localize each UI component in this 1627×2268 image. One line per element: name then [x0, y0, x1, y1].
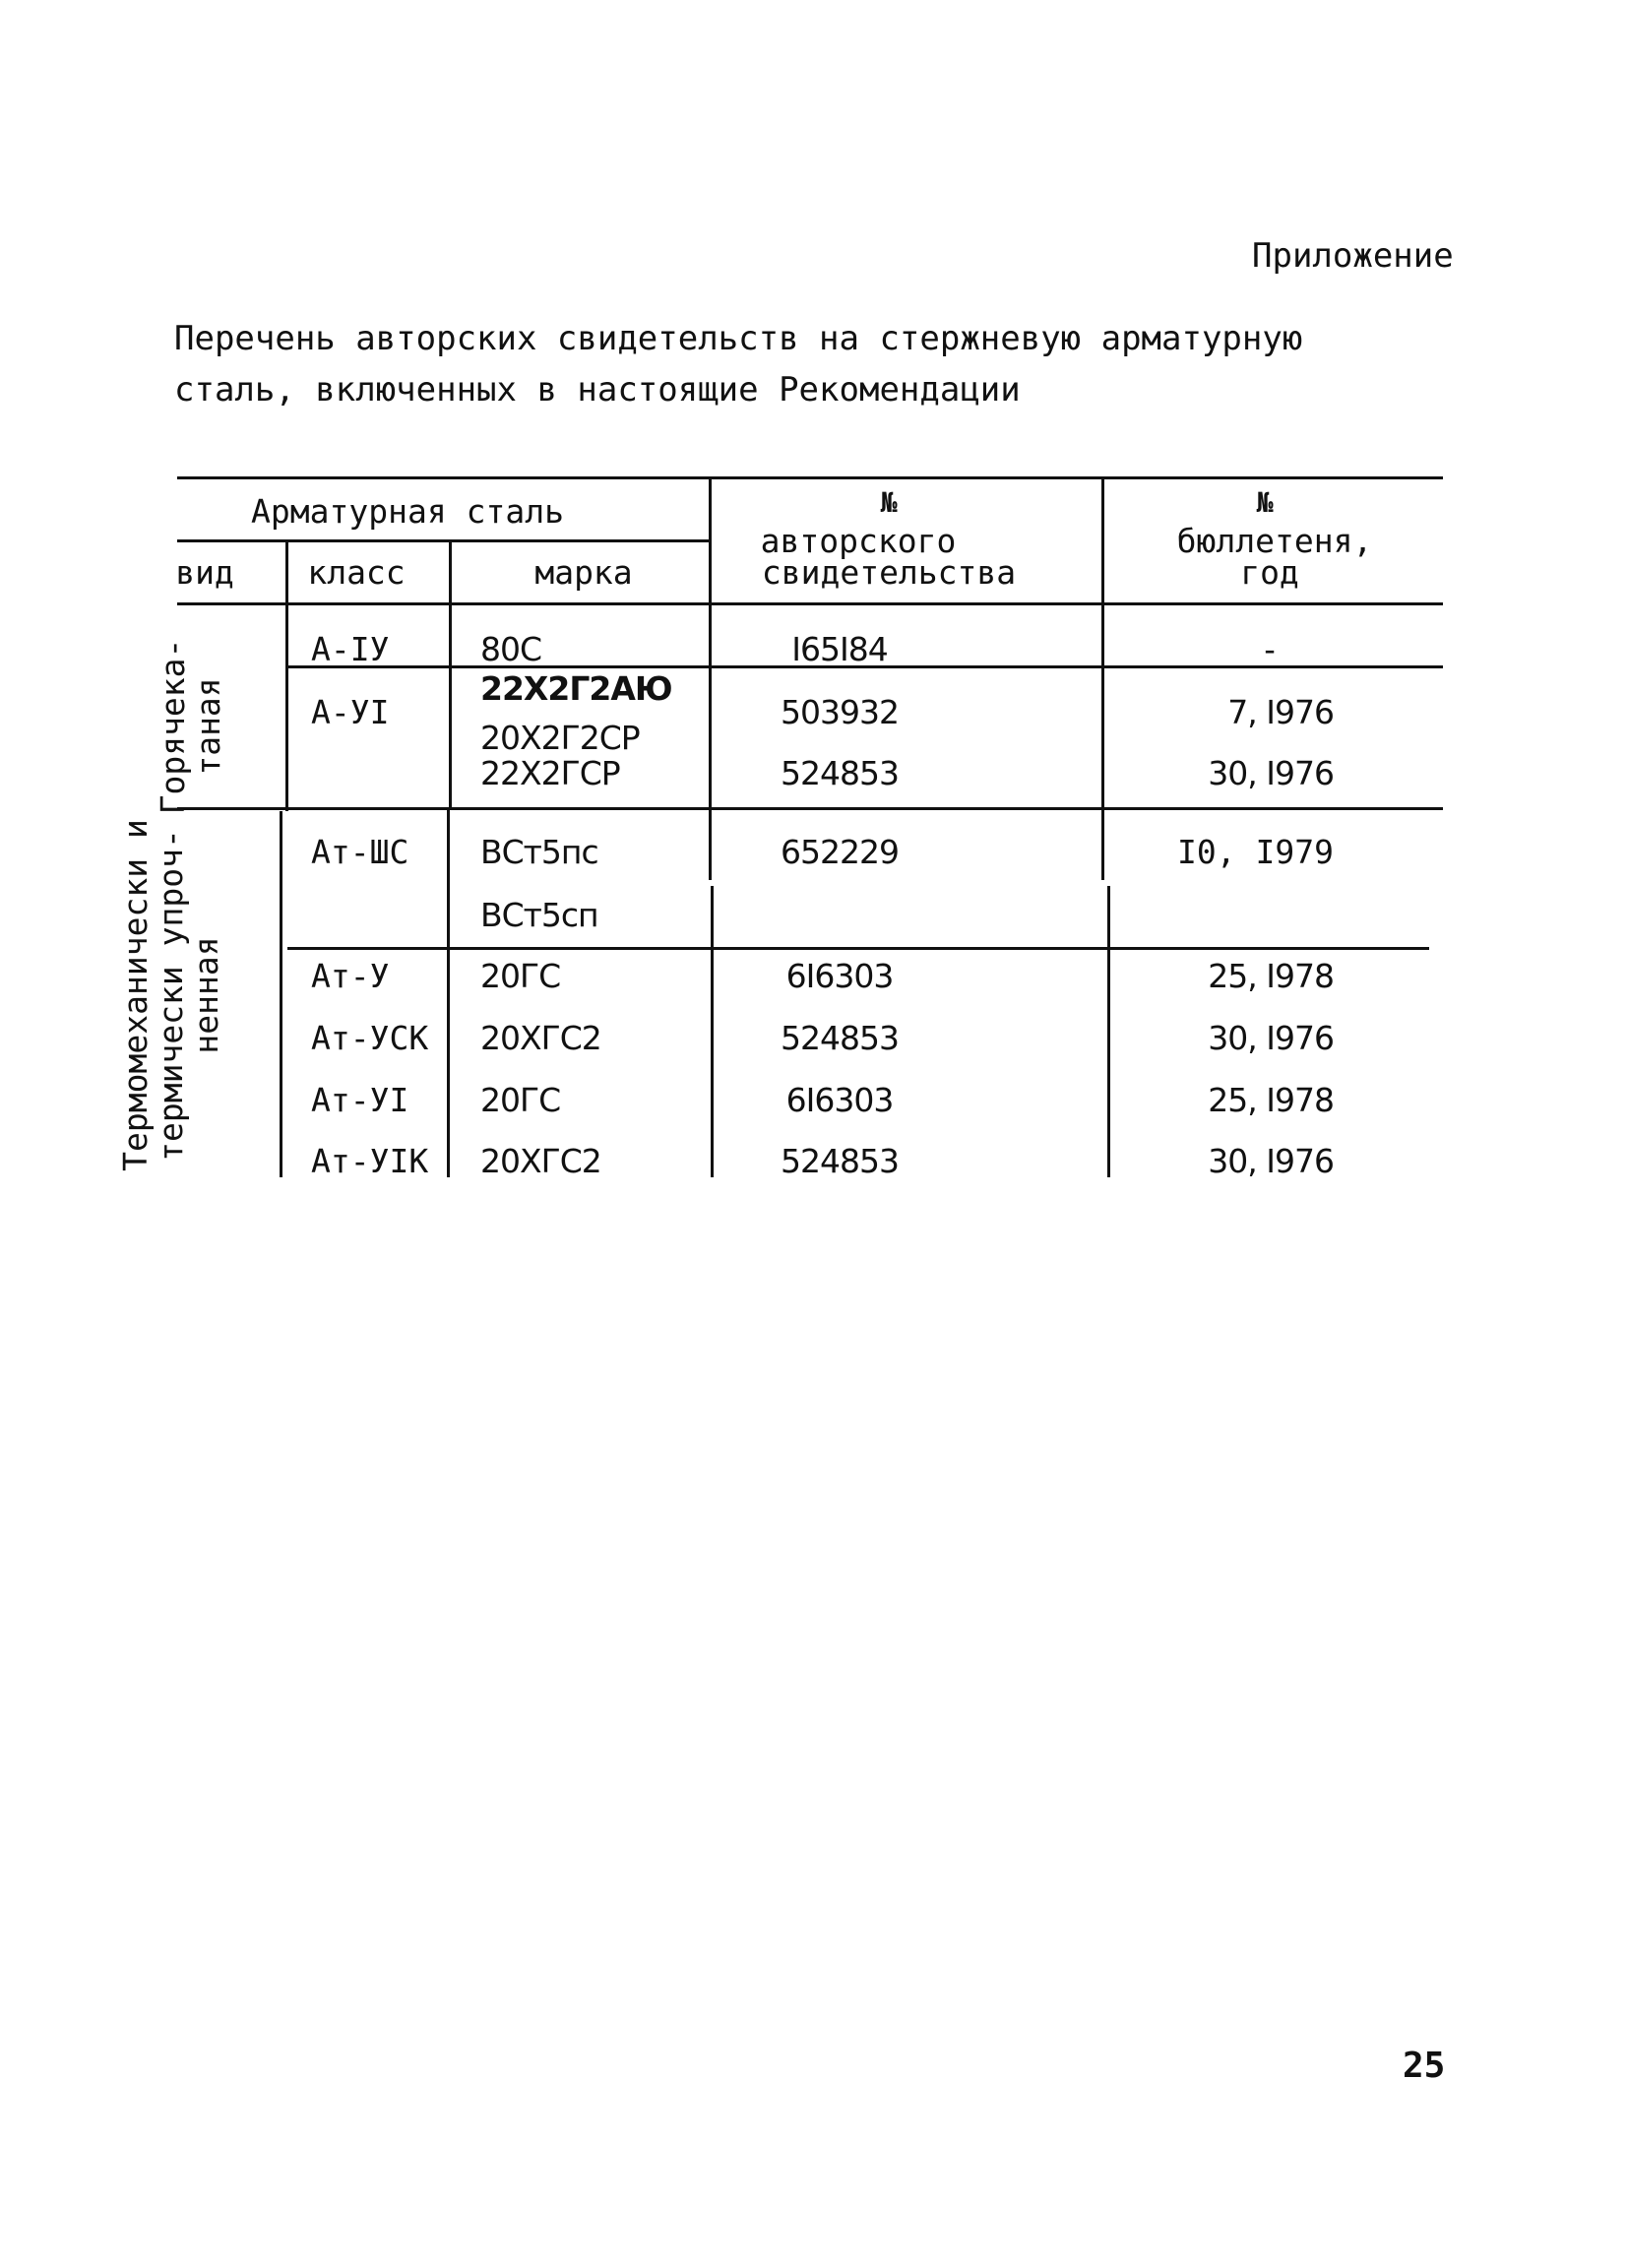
cell-grade: 20ГС	[480, 1081, 561, 1119]
row-rule	[287, 947, 1429, 950]
cell-grade: ВСт5пс	[480, 833, 598, 871]
cell-cert: 6I6303	[785, 957, 894, 995]
cell-bulletin: 30, I976	[1208, 1019, 1334, 1057]
group-label-thermo-hardened	[118, 813, 226, 1177]
cell-cert: 652229	[781, 833, 899, 871]
header-sub-rule	[177, 539, 709, 542]
cell-bulletin: 30, I976	[1208, 754, 1334, 792]
cell-cert: 524853	[781, 1019, 899, 1057]
cell-cert: 524853	[781, 1142, 899, 1180]
cell-class: А-IУ	[311, 630, 390, 668]
header-group-label: Арматурная сталь	[251, 492, 564, 531]
cell-grade: 22Х2ГСР	[480, 754, 620, 792]
caption-line-2: сталь, включенных в настоящие Рекомендации	[174, 370, 1021, 410]
col-rule-cert	[1107, 886, 1110, 1177]
header-bottom-rule	[177, 602, 1443, 605]
group-label-line: ненная	[187, 936, 225, 1054]
header-class: класс	[307, 553, 406, 592]
header-cert-line2: свидетельства	[761, 553, 1017, 592]
cell-bulletin: 7, I976	[1227, 693, 1334, 731]
caption-line-1: Перечень авторских свидетельств на стержневую арматурную	[174, 319, 1303, 358]
cell-class: Ат-УСК	[311, 1019, 429, 1057]
col-rule-class	[449, 539, 452, 807]
cell-class: Ат-У	[311, 957, 390, 995]
cell-cert: 503932	[781, 693, 899, 731]
appendix-label: Приложение	[1252, 236, 1454, 276]
cell-class: Ат-УI	[311, 1081, 409, 1119]
cell-cert: 6I6303	[785, 1081, 894, 1119]
col-rule-class	[447, 809, 450, 1177]
cell-grade: 20Х2Г2СР	[480, 719, 640, 757]
cell-class: А-УI	[311, 693, 390, 731]
cell-cert: 524853	[781, 754, 899, 792]
cell-grade: ВСт5сп	[480, 896, 598, 934]
cell-grade: 22Х2Г2АЮ	[480, 669, 672, 708]
col-rule-kind	[285, 539, 288, 811]
cell-class: Ат-УIК	[311, 1142, 429, 1180]
header-cert-line1: авторского	[760, 522, 957, 560]
cell-bulletin: 30, I976	[1208, 1142, 1334, 1180]
cell-grade: 80С	[480, 630, 542, 668]
cell-bulletin: 25, I978	[1208, 957, 1334, 995]
cell-bulletin: I0, I979	[1177, 833, 1334, 871]
header-cert-symbol: №	[880, 486, 898, 519]
header-bulletin-symbol: №	[1256, 486, 1274, 519]
cell-class: Ат-ШС	[311, 833, 409, 871]
group-label-line: термически упроч-	[152, 829, 190, 1162]
header-bulletin-line1: бюллетеня,	[1176, 522, 1373, 560]
col-rule-grade	[709, 476, 712, 880]
cell-bulletin: -	[1260, 630, 1280, 668]
cell-grade: 20ГС	[480, 957, 561, 995]
header-kind: вид	[175, 553, 234, 592]
header-bulletin-line2: год	[1240, 553, 1299, 592]
group-rule	[177, 807, 1443, 810]
group-label-line: таная	[189, 677, 227, 776]
page-number: 25	[1403, 2046, 1446, 2086]
cell-grade: 20ХГС2	[480, 1142, 601, 1180]
col-rule-kind	[280, 811, 282, 1177]
col-rule-grade	[711, 886, 714, 1177]
header-grade: марка	[534, 553, 633, 592]
cell-grade: 20ХГС2	[480, 1019, 601, 1057]
group-label-line: Термомеханически и	[116, 819, 155, 1171]
group-label-line: Горячека-	[154, 638, 192, 815]
cell-bulletin: 25, I978	[1208, 1081, 1334, 1119]
col-rule-cert	[1101, 476, 1104, 880]
group-label-hot-rolled	[156, 628, 234, 825]
cell-cert: I65I84	[791, 630, 888, 668]
table-top-rule	[177, 476, 1443, 479]
